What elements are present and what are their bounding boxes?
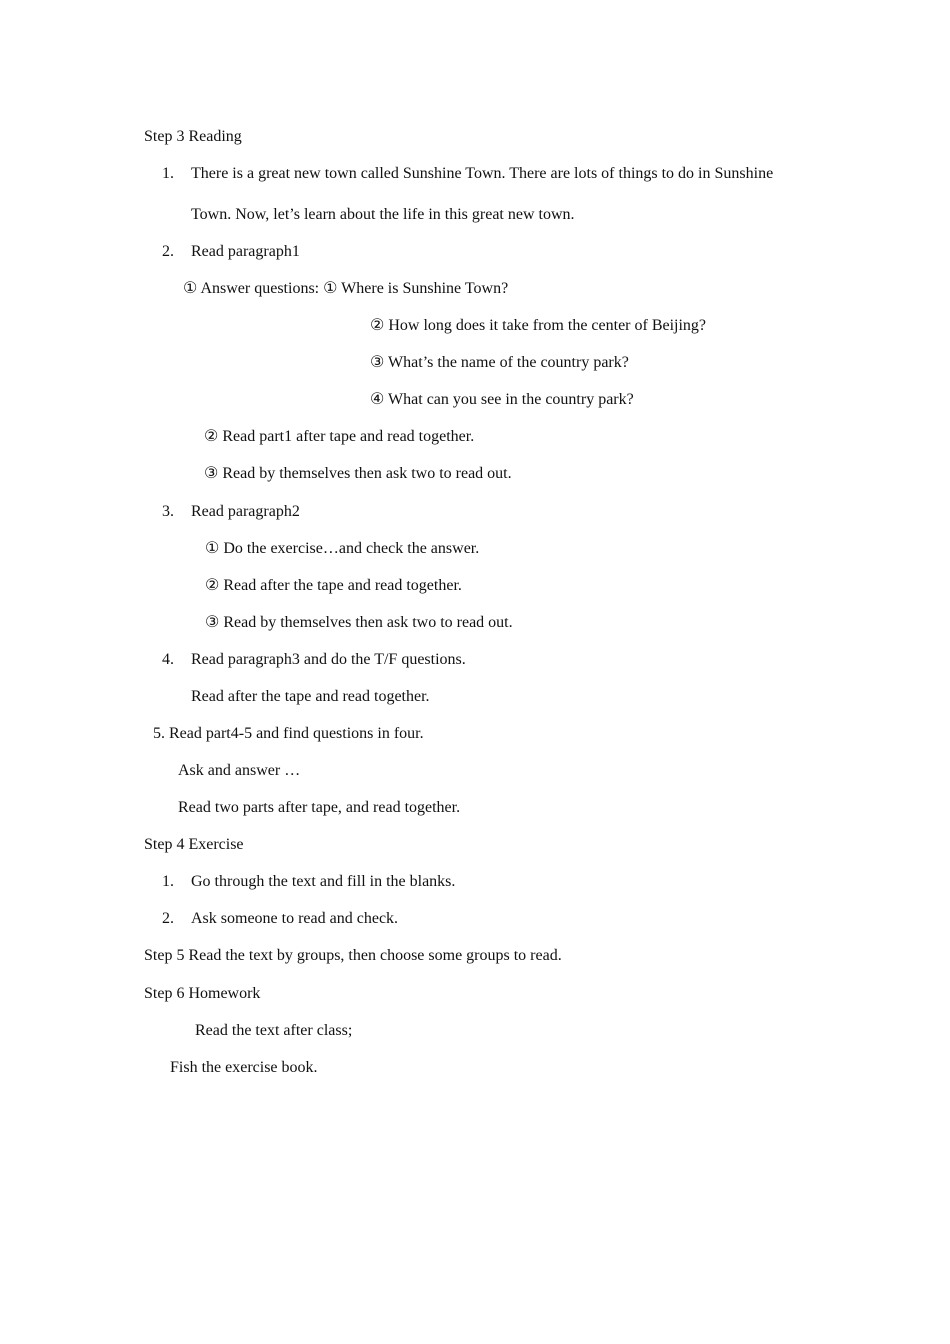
step4-item1-number: 1. (162, 873, 174, 890)
step3-item3-sub3: ③ Read by themselves then ask two to read out. (205, 614, 513, 631)
step4-item2-text: Ask someone to read and check. (191, 910, 399, 927)
step3-item5-line2: Ask and answer … (178, 762, 301, 779)
step3-item5-title: 5. Read part4-5 and find questions in four. (153, 725, 424, 742)
answer-questions-intro: ① Answer questions: ① Where is Sunshine Town? (183, 280, 509, 297)
homework-line2: Fish the exercise book. (170, 1059, 318, 1076)
step3-item1-number: 1. (162, 165, 174, 182)
step4-item2-number: 2. (162, 910, 174, 927)
question-2: ② How long does it take from the center of Beijing? (370, 317, 707, 334)
step4-heading: Step 4 Exercise (144, 836, 244, 853)
step3-item3-sub2: ② Read after the tape and read together. (205, 577, 462, 594)
homework-line1: Read the text after class; (195, 1022, 353, 1039)
step3-item2-title: Read paragraph1 (191, 243, 300, 260)
step3-item3-number: 3. (162, 503, 174, 520)
step3-item4-title: Read paragraph3 and do the T/F questions. (191, 651, 466, 668)
step6-heading: Step 6 Homework (144, 985, 261, 1002)
question-3: ③ What’s the name of the country park? (370, 354, 629, 371)
question-4: ④ What can you see in the country park? (370, 391, 634, 408)
step5-heading: Step 5 Read the text by groups, then choose some groups to read. (144, 947, 562, 964)
step3-item2-number: 2. (162, 243, 174, 260)
step3-item3-sub1: ① Do the exercise…and check the answer. (205, 540, 480, 557)
step3-heading: Step 3 Reading (144, 128, 242, 145)
step3-item5-line3: Read two parts after tape, and read together. (178, 799, 461, 816)
step3-item2-sub3: ③ Read by themselves then ask two to read out. (204, 465, 512, 482)
step3-item3-title: Read paragraph2 (191, 503, 300, 520)
step3-item2-sub2: ② Read part1 after tape and read together. (204, 428, 475, 445)
step3-item1-text-line1: There is a great new town called Sunshine Town. There are lots of things to do in Sunshine (191, 165, 774, 182)
step3-item4-number: 4. (162, 651, 174, 668)
step3-item4-line2: Read after the tape and read together. (191, 688, 430, 705)
step3-item1-text-line2: Town. Now, let’s learn about the life in this great new town. (191, 206, 575, 223)
step4-item1-text: Go through the text and fill in the blanks. (191, 873, 456, 890)
